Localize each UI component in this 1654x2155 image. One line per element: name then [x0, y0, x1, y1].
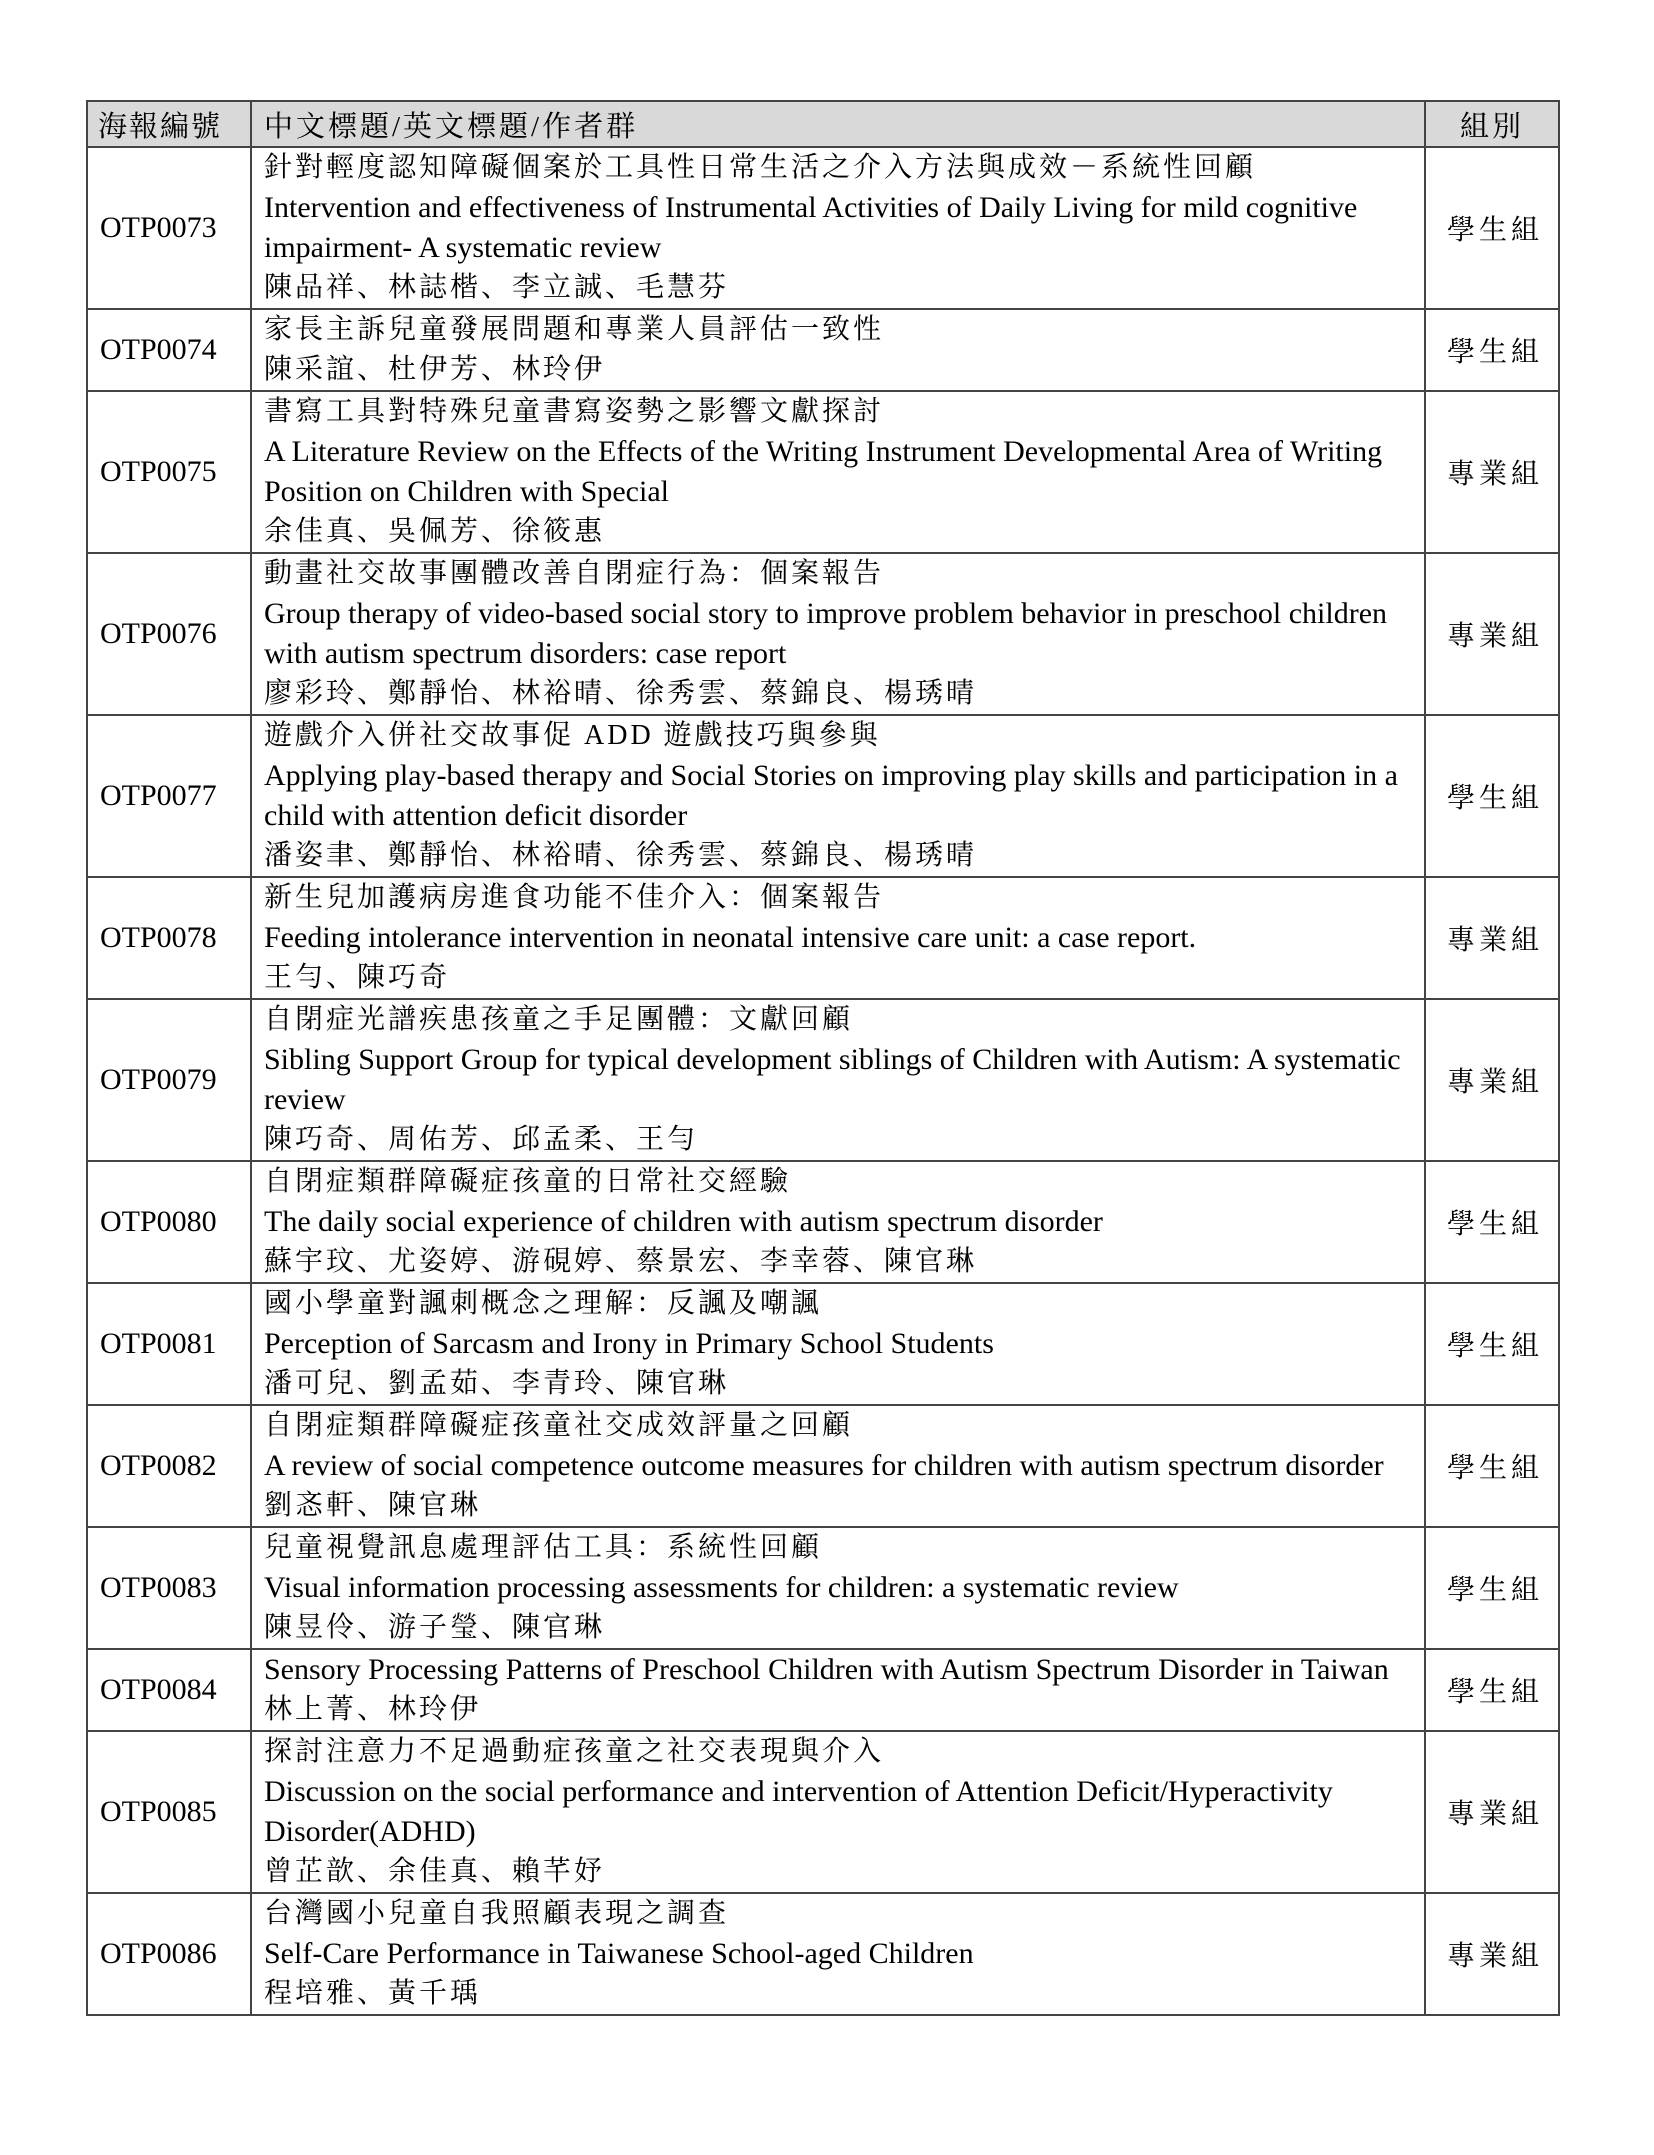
table-row [87, 1161, 1559, 1283]
poster-id: OTP0077 [87, 715, 251, 877]
chinese-title: 動畫社交故事團體改善自閉症行為：個案報告 [264, 558, 885, 589]
poster-id: OTP0080 [87, 1161, 251, 1283]
authors: 林上菁、林玲伊 [264, 1694, 482, 1725]
title-cell [251, 1893, 1425, 2015]
english-title: Group therapy of video-based social story to improve problem behavior in preschool children with autism spectrum disorders: case report [264, 597, 1388, 670]
title-cell [251, 1731, 1425, 1893]
chinese-title: 書寫工具對特殊兒童書寫姿勢之影響文獻探討 [264, 396, 885, 427]
header-title-authors: 中文標題/英文標題/作者群 [251, 101, 1425, 147]
title-cell [251, 1161, 1425, 1283]
title-cell [251, 391, 1425, 553]
group-label: 專業組 [1425, 1731, 1559, 1893]
poster-id: OTP0075 [87, 391, 251, 553]
chinese-title: 新生兒加護病房進食功能不佳介入：個案報告 [264, 882, 885, 913]
authors: 陳巧奇、周佑芳、邱孟柔、王勻 [264, 1124, 699, 1155]
group-label: 學生組 [1425, 1527, 1559, 1649]
chinese-title: 針對輕度認知障礙個案於工具性日常生活之介入方法與成效－系統性回顧 [264, 152, 1257, 183]
english-title: Perception of Sarcasm and Irony in Primary School Students [264, 1327, 994, 1360]
table-row [87, 1527, 1559, 1649]
group-label: 學生組 [1425, 1405, 1559, 1527]
group-label: 學生組 [1425, 309, 1559, 391]
chinese-title: 自閉症光譜疾患孩童之手足團體：文獻回顧 [264, 1004, 854, 1035]
authors: 潘姿聿、鄭靜怡、林裕晴、徐秀雲、蔡錦良、楊琇晴 [264, 840, 978, 871]
authors: 蘇宇玟、尤姿婷、游硯婷、蔡景宏、李幸蓉、陳官琳 [264, 1246, 978, 1277]
english-title: A Literature Review on the Effects of the Writing Instrument Developmental Area of Writing Position on Children with Special [264, 435, 1383, 508]
poster-id: OTP0074 [87, 309, 251, 391]
english-title: Feeding intolerance intervention in neonatal intensive care unit: a case report. [264, 921, 1197, 954]
poster-id: OTP0079 [87, 999, 251, 1161]
authors: 劉忞軒、陳官琳 [264, 1490, 482, 1521]
table-row [87, 715, 1559, 877]
table-row [87, 1649, 1559, 1731]
table-row [87, 553, 1559, 715]
english-title: Intervention and effectiveness of Instrumental Activities of Daily Living for mild cognitive impairment- A systematic review [264, 191, 1358, 264]
title-cell [251, 1283, 1425, 1405]
english-title: Visual information processing assessments for children: a systematic review [264, 1571, 1179, 1604]
authors: 曾芷歆、余佳真、賴芊妤 [264, 1856, 606, 1887]
header-group: 組別 [1425, 101, 1559, 147]
poster-id: OTP0081 [87, 1283, 251, 1405]
english-title: The daily social experience of children with autism spectrum disorder [264, 1205, 1103, 1238]
group-label: 專業組 [1425, 999, 1559, 1161]
group-label: 學生組 [1425, 715, 1559, 877]
english-title: Sensory Processing Patterns of Preschool Children with Autism Spectrum Disorder in Taiwan [264, 1653, 1389, 1686]
table-row [87, 1731, 1559, 1893]
table-row [87, 1893, 1559, 2015]
chinese-title: 自閉症類群障礙症孩童的日常社交經驗 [264, 1166, 792, 1197]
authors: 陳品祥、林誌楷、李立誠、毛慧芬 [264, 272, 730, 303]
group-label: 學生組 [1425, 147, 1559, 309]
chinese-title: 遊戲介入併社交故事促 ADD 遊戲技巧與參與 [264, 720, 881, 751]
english-title: Discussion on the social performance and intervention of Attention Deficit/Hyperactivity Disorder(ADHD) [264, 1775, 1333, 1848]
title-cell [251, 309, 1425, 391]
table-row [87, 999, 1559, 1161]
poster-id: OTP0086 [87, 1893, 251, 2015]
header-poster-id: 海報編號 [87, 101, 251, 147]
poster-schedule-table [86, 100, 1560, 2016]
poster-id: OTP0083 [87, 1527, 251, 1649]
poster-id: OTP0073 [87, 147, 251, 309]
group-label: 學生組 [1425, 1161, 1559, 1283]
poster-id: OTP0085 [87, 1731, 251, 1893]
title-cell [251, 553, 1425, 715]
authors: 潘可兒、劉孟茹、李青玲、陳官琳 [264, 1368, 730, 1399]
authors: 陳昱伶、游子瑩、陳官琳 [264, 1612, 606, 1643]
table-row [87, 147, 1559, 309]
group-label: 專業組 [1425, 553, 1559, 715]
chinese-title: 探討注意力不足過動症孩童之社交表現與介入 [264, 1736, 885, 1767]
title-cell [251, 877, 1425, 999]
poster-id: OTP0076 [87, 553, 251, 715]
title-cell [251, 999, 1425, 1161]
english-title: A review of social competence outcome measures for children with autism spectrum disorder [264, 1449, 1384, 1482]
header-row [87, 101, 1559, 147]
table-row [87, 1283, 1559, 1405]
chinese-title: 國小學童對諷刺概念之理解：反諷及嘲諷 [264, 1288, 823, 1319]
chinese-title: 台灣國小兒童自我照顧表現之調查 [264, 1898, 730, 1929]
table-body [87, 147, 1559, 2015]
table-header [87, 101, 1559, 147]
poster-id: OTP0078 [87, 877, 251, 999]
title-cell [251, 1649, 1425, 1731]
poster-id: OTP0082 [87, 1405, 251, 1527]
group-label: 專業組 [1425, 877, 1559, 999]
table-row [87, 391, 1559, 553]
chinese-title: 自閉症類群障礙症孩童社交成效評量之回顧 [264, 1410, 854, 1441]
group-label: 學生組 [1425, 1649, 1559, 1731]
title-cell [251, 147, 1425, 309]
title-cell [251, 715, 1425, 877]
english-title: Applying play-based therapy and Social Stories on improving play skills and participation in a child with attention deficit disorder [264, 759, 1398, 832]
table-row [87, 309, 1559, 391]
authors: 余佳真、吳佩芳、徐筱惠 [264, 516, 606, 547]
chinese-title: 兒童視覺訊息處理評估工具：系統性回顧 [264, 1532, 823, 1563]
chinese-title: 家長主訴兒童發展問題和專業人員評估一致性 [264, 314, 885, 345]
title-cell [251, 1527, 1425, 1649]
poster-id: OTP0084 [87, 1649, 251, 1731]
group-label: 專業組 [1425, 1893, 1559, 2015]
authors: 王勻、陳巧奇 [264, 962, 451, 993]
english-title: Sibling Support Group for typical development siblings of Children with Autism: A systematic review [264, 1043, 1401, 1116]
english-title: Self-Care Performance in Taiwanese School-aged Children [264, 1937, 974, 1970]
table-row [87, 1405, 1559, 1527]
authors: 陳采誼、杜伊芳、林玲伊 [264, 354, 606, 385]
group-label: 學生組 [1425, 1283, 1559, 1405]
group-label: 專業組 [1425, 391, 1559, 553]
authors: 廖彩玲、鄭靜怡、林裕晴、徐秀雲、蔡錦良、楊琇晴 [264, 678, 978, 709]
table-row [87, 877, 1559, 999]
title-cell [251, 1405, 1425, 1527]
authors: 程培雅、黃千瑀 [264, 1978, 482, 2009]
